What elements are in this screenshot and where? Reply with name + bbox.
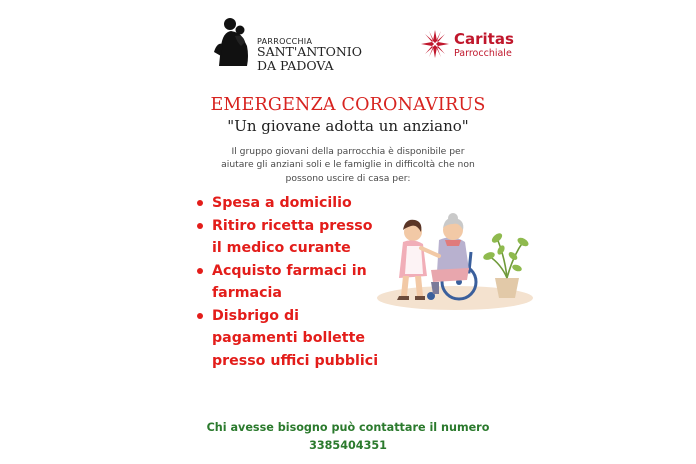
service-label: Spesa a domicilio (212, 195, 352, 211)
services-list (196, 192, 386, 372)
parish-logo-line3: DA PADOVA (257, 58, 334, 73)
parish-logo-line1: PARROCCHIA (257, 37, 313, 46)
parish-logo (211, 16, 371, 73)
intro-text: Il gruppo giovani della parrocchia è disponibile per aiutare gli anziani soli e le famiglie in difficoltà che non possono uscire di casa per: (221, 146, 475, 184)
bullet-icon (197, 223, 203, 229)
list-item (196, 305, 386, 373)
page-subtitle: "Un giovane adotta un anziano" (227, 117, 469, 135)
service-label: Acquisto farmaci in farmacia (212, 262, 367, 301)
caritas-cross-flame-icon (420, 29, 450, 59)
saint-anthony-silhouette-icon (211, 16, 255, 66)
list-item (196, 192, 386, 215)
caritas-logo (420, 27, 540, 61)
contact-phone: 3385404351 (309, 439, 387, 452)
page-title: EMERGENZA CORONAVIRUS (210, 95, 486, 115)
contact-text: Chi avesse bisogno può contattare il numero (206, 421, 490, 434)
caritas-name: Caritas (454, 30, 514, 48)
caregiver-with-elderly-in-wheelchair-illustration (373, 212, 533, 312)
service-label: Ritiro ricetta presso il medico curante (212, 217, 373, 256)
parish-logo-line2: SANT'ANTONIO (257, 44, 362, 59)
list-item (196, 260, 386, 305)
bullet-icon (197, 313, 203, 319)
service-label: Disbrigo di pagamenti bollette presso uffici pubblici (212, 307, 379, 369)
bullet-icon (197, 268, 203, 274)
list-item (196, 215, 386, 260)
bullet-icon (197, 200, 203, 206)
caritas-sub: Parrocchiale (454, 48, 512, 59)
